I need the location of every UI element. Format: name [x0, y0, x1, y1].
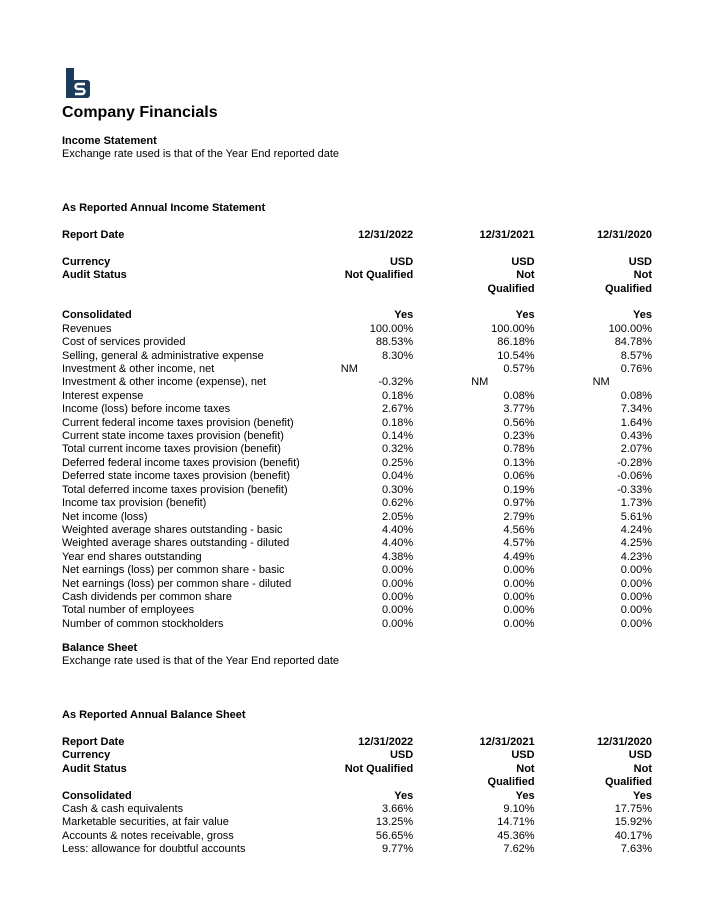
cell: Yes — [633, 789, 652, 802]
cell: NM — [340, 363, 358, 376]
cell: 12/31/2021 — [479, 229, 535, 241]
cell: USD — [389, 255, 414, 268]
row-label: Less: allowance for doubtful accounts — [62, 843, 246, 856]
currency-row — [62, 749, 652, 762]
cell: 12/31/2022 — [358, 229, 414, 241]
cell: 0.30% — [381, 483, 414, 496]
income-section-header — [62, 135, 339, 162]
cell: 4.24% — [620, 523, 652, 536]
table-row — [62, 843, 652, 856]
cell: Not — [516, 762, 535, 775]
currency-row — [62, 256, 652, 269]
cell: 0.00% — [381, 617, 414, 630]
cell: 0.04% — [381, 470, 414, 483]
cell: 0.14% — [381, 430, 414, 443]
row-label: Net earnings (loss) per common share - basic — [62, 564, 285, 577]
table-row — [62, 363, 652, 376]
row-label: Current federal income taxes provision (benefit) — [62, 416, 294, 429]
cell: 0.00% — [381, 577, 414, 590]
row-label: Cash dividends per common share — [62, 590, 232, 603]
table-row — [62, 457, 652, 470]
cell: 2.79% — [503, 510, 535, 523]
cell: 0.00% — [503, 604, 535, 617]
cell: NM — [471, 376, 489, 389]
cell: 86.18% — [497, 336, 535, 349]
table-row — [62, 323, 652, 336]
row-label: Total deferred income taxes provision (benefit) — [62, 483, 288, 496]
cell: 0.76% — [620, 363, 652, 376]
cell: 0.18% — [381, 389, 414, 402]
cell: Yes — [394, 309, 414, 322]
table-row — [62, 336, 652, 349]
audit-status-row-continued — [62, 283, 652, 296]
cell: 0.00% — [381, 604, 414, 617]
cell: Not — [633, 269, 652, 282]
cell: 0.19% — [503, 483, 535, 496]
table-row — [62, 403, 652, 416]
row-label: Deferred federal income taxes provision (benefit) — [62, 456, 300, 469]
cell: 14.71% — [497, 816, 535, 829]
cell: 8.30% — [381, 349, 414, 362]
balance-section-title: Balance Sheet — [62, 642, 138, 654]
cell: 0.25% — [381, 456, 414, 469]
cell: 0.00% — [620, 604, 652, 617]
cell: 1.64% — [620, 416, 652, 429]
row-label: Total current income taxes provision (benefit) — [62, 443, 281, 456]
cell: 0.00% — [620, 590, 652, 603]
cell: Yes — [394, 789, 414, 802]
cell: 0.56% — [503, 416, 535, 429]
row-label: Selling, general & administrative expense — [62, 349, 264, 362]
row-label: Deferred state income taxes provision (benefit) — [62, 470, 291, 483]
row-label: Report Date — [62, 736, 125, 748]
cell: 0.97% — [503, 497, 535, 510]
cell: 0.00% — [503, 617, 535, 630]
cell: 4.40% — [381, 537, 414, 550]
cell: 4.38% — [381, 550, 414, 563]
row-label: Investment & other income, net — [62, 363, 215, 376]
row-label: Income (loss) before income taxes — [62, 403, 231, 416]
cell: 0.32% — [381, 443, 414, 456]
row-label: Total number of employees — [62, 604, 195, 617]
cell: 0.08% — [503, 389, 535, 402]
table-row — [62, 551, 652, 564]
row-label: Currency — [62, 255, 111, 268]
cell: 100.00% — [491, 322, 535, 335]
cell: 8.57% — [620, 349, 652, 362]
cell: 4.40% — [381, 523, 414, 536]
table-row — [62, 376, 652, 389]
audit-status-row-continued — [62, 776, 652, 789]
row-label: Audit Status — [62, 762, 127, 775]
cell: 3.66% — [381, 803, 414, 816]
cell: -0.33% — [617, 483, 652, 496]
row-label: Current state income taxes provision (benefit) — [62, 430, 284, 443]
cell: -0.32% — [378, 376, 414, 389]
balance-table-title: As Reported Annual Balance Sheet — [62, 709, 246, 721]
row-label: Net income (loss) — [62, 510, 148, 523]
row-label: Net earnings (loss) per common share - diluted — [62, 577, 292, 590]
audit-status-row — [62, 269, 652, 282]
cell: 7.34% — [620, 403, 652, 416]
cell: USD — [628, 749, 652, 762]
row-label: Number of common stockholders — [62, 617, 224, 630]
cell: Yes — [633, 309, 652, 322]
income-statement-table — [62, 229, 652, 631]
cell: USD — [628, 255, 652, 268]
cell: 4.56% — [503, 523, 535, 536]
row-label: Consolidated — [62, 309, 132, 322]
cell: 0.00% — [503, 590, 535, 603]
table-row — [62, 803, 652, 816]
table-row — [62, 537, 652, 550]
row-label: Weighted average shares outstanding - diluted — [62, 537, 290, 550]
cell: 9.10% — [503, 803, 535, 816]
income-exchange-note: Exchange rate used is that of the Year End reported date — [62, 148, 340, 161]
cell: 0.00% — [620, 577, 652, 590]
cell: 0.00% — [620, 564, 652, 577]
cell: 84.78% — [614, 336, 652, 349]
cell: -0.06% — [617, 470, 652, 483]
table-row — [62, 350, 652, 363]
cell: 0.00% — [381, 564, 414, 577]
row-label: Accounts & notes receivable, gross — [62, 829, 234, 842]
cell: 12/31/2022 — [358, 736, 414, 748]
table-row — [62, 390, 652, 403]
income-data-rows — [62, 323, 652, 631]
cell: 4.25% — [620, 537, 652, 550]
cell: Qualified — [487, 776, 535, 789]
consolidated-row — [62, 309, 652, 322]
table-row — [62, 511, 652, 524]
table-row — [62, 443, 652, 456]
report-date-row — [62, 229, 652, 242]
cell: 45.36% — [497, 829, 535, 842]
cell: Not — [516, 269, 535, 282]
cell: 0.13% — [503, 456, 535, 469]
cell: 4.23% — [620, 550, 652, 563]
cell: 88.53% — [375, 336, 414, 349]
cell: 17.75% — [614, 803, 652, 816]
cell: 5.61% — [620, 510, 652, 523]
cell: 9.77% — [381, 843, 414, 856]
cell: -0.28% — [617, 456, 652, 469]
table-row — [62, 564, 652, 577]
table-row — [62, 618, 652, 631]
cell: 1.73% — [620, 497, 652, 510]
cell: 12/31/2021 — [479, 736, 535, 748]
cell: 2.05% — [381, 510, 414, 523]
table-row — [62, 524, 652, 537]
cell: Not Qualified — [344, 762, 414, 775]
audit-status-row — [62, 763, 652, 776]
cell: 0.23% — [503, 430, 535, 443]
balance-section-header — [62, 642, 339, 669]
cell: USD — [511, 255, 535, 268]
cell: Qualified — [604, 776, 652, 789]
cell: Not Qualified — [344, 269, 414, 282]
balance-exchange-note: Exchange rate used is that of the Year End reported date — [62, 655, 340, 668]
cell: Qualified — [487, 282, 535, 295]
cell: 2.67% — [381, 403, 414, 416]
cell: USD — [389, 749, 414, 762]
row-label: Weighted average shares outstanding - basic — [62, 523, 283, 536]
row-label: Cost of services provided — [62, 336, 186, 349]
row-label: Revenues — [62, 322, 112, 335]
cell: 100.00% — [369, 322, 414, 335]
cell: 0.08% — [620, 389, 652, 402]
cell: 3.77% — [503, 403, 535, 416]
row-label: Report Date — [62, 229, 125, 241]
table-row — [62, 417, 652, 430]
consolidated-row — [62, 790, 652, 803]
income-section-title: Income Statement — [62, 135, 157, 147]
cell: 12/31/2020 — [596, 229, 652, 241]
row-label: Currency — [62, 749, 111, 762]
cell: 10.54% — [497, 349, 535, 362]
table-row — [62, 816, 652, 829]
cell: 0.00% — [503, 564, 535, 577]
cell: 0.00% — [620, 617, 652, 630]
cell: Not — [633, 762, 652, 775]
row-label: Income tax provision (benefit) — [62, 497, 207, 510]
cell: 0.62% — [381, 497, 414, 510]
table-row — [62, 578, 652, 591]
income-table-title: As Reported Annual Income Statement — [62, 202, 266, 214]
cell: 56.65% — [375, 829, 414, 842]
spacer-row — [62, 296, 652, 309]
cell: 2.07% — [620, 443, 652, 456]
row-label: Investment & other income (expense), net — [62, 376, 267, 389]
cell: 7.63% — [620, 843, 652, 856]
table-row — [62, 830, 652, 843]
cell: USD — [511, 749, 535, 762]
row-label: Year end shares outstanding — [62, 550, 202, 563]
cell: Yes — [515, 789, 535, 802]
row-label: Interest expense — [62, 389, 144, 402]
table-row — [62, 430, 652, 443]
cell: 0.18% — [381, 416, 414, 429]
cell: 13.25% — [375, 816, 414, 829]
cell: Yes — [515, 309, 535, 322]
cell: 0.57% — [503, 363, 535, 376]
cell: 4.57% — [503, 537, 535, 550]
cell: 12/31/2020 — [596, 736, 652, 748]
cell: 15.92% — [614, 816, 652, 829]
table-row — [62, 604, 652, 617]
cell: NM — [592, 376, 610, 389]
cell: 0.43% — [620, 430, 652, 443]
cell: 0.00% — [381, 590, 414, 603]
balance-sheet-table — [62, 736, 652, 857]
table-row — [62, 484, 652, 497]
balance-data-rows — [62, 803, 652, 857]
row-label: Consolidated — [62, 789, 132, 802]
table-row — [62, 591, 652, 604]
report-date-row — [62, 736, 652, 749]
row-label: Audit Status — [62, 269, 127, 282]
page-title: Company Financials — [62, 104, 218, 121]
row-label: Marketable securities, at fair value — [62, 816, 229, 829]
cell: 0.78% — [503, 443, 535, 456]
table-row — [62, 497, 652, 510]
spacer-row — [62, 242, 652, 255]
cell: 0.06% — [503, 470, 535, 483]
cell: Qualified — [604, 282, 652, 295]
row-label: Cash & cash equivalents — [62, 803, 184, 816]
company-logo-icon — [66, 68, 92, 100]
cell: 0.00% — [503, 577, 535, 590]
cell: 40.17% — [614, 829, 652, 842]
table-row — [62, 470, 652, 483]
cell: 100.00% — [608, 322, 652, 335]
cell: 4.49% — [503, 550, 535, 563]
cell: 7.62% — [503, 843, 535, 856]
